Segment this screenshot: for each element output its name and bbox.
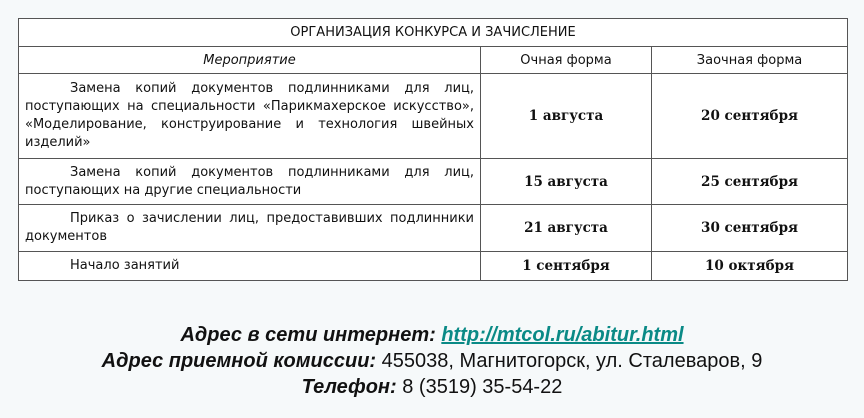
website-line (0, 322, 864, 348)
fulltime-date: 1 сентября (481, 252, 652, 281)
phone-value: 8 (3519) 35-54-22 (402, 376, 563, 398)
event-text: Замена копий документов подлинниками для лиц, поступающих на специальности «Парикмахерское искусство», «Моделирование, конструирование и технология швейных изделий» (25, 81, 474, 150)
table-title: ОРГАНИЗАЦИЯ КОНКУРСА И ЗАЧИСЛЕНИЕ (19, 19, 848, 47)
table-header-row (19, 47, 848, 74)
fulltime-date: 21 августа (481, 205, 652, 252)
address-value: 455038, Магнитогорск, ул. Сталеваров, 9 (381, 350, 763, 372)
table-row (19, 205, 848, 252)
parttime-date: 10 октября (652, 252, 848, 281)
table-row (19, 159, 848, 205)
website-label: Адрес в сети интернет: (180, 324, 436, 346)
parttime-date: 30 сентября (652, 205, 848, 252)
phone-line (0, 374, 864, 400)
event-cell (19, 74, 481, 159)
parttime-date: 25 сентября (652, 159, 848, 205)
event-text: Замена копий документов подлинниками для лиц, поступающих на другие специальности (25, 164, 474, 198)
event-text: Начало занятий (70, 258, 180, 273)
fulltime-date: 1 августа (481, 74, 652, 159)
header-parttime: Заочная форма (652, 47, 848, 74)
event-cell (19, 159, 481, 205)
contact-info (0, 322, 864, 400)
phone-label: Телефон: (301, 376, 397, 398)
address-line (0, 348, 864, 374)
fulltime-date: 15 августа (481, 159, 652, 205)
header-event: Мероприятие (19, 47, 481, 74)
table-row (19, 252, 848, 281)
event-cell (19, 205, 481, 252)
header-fulltime: Очная форма (481, 47, 652, 74)
address-label: Адрес приемной комиссии: (101, 350, 377, 372)
admission-schedule-table (18, 18, 848, 281)
event-text: Приказ о зачислении лиц, предоставивших подлинники документов (25, 211, 474, 244)
table-row (19, 74, 848, 159)
event-cell (19, 252, 481, 281)
table-title-row (19, 19, 848, 47)
website-link[interactable]: http://mtcol.ru/abitur.html (441, 324, 684, 346)
parttime-date: 20 сентября (652, 74, 848, 159)
